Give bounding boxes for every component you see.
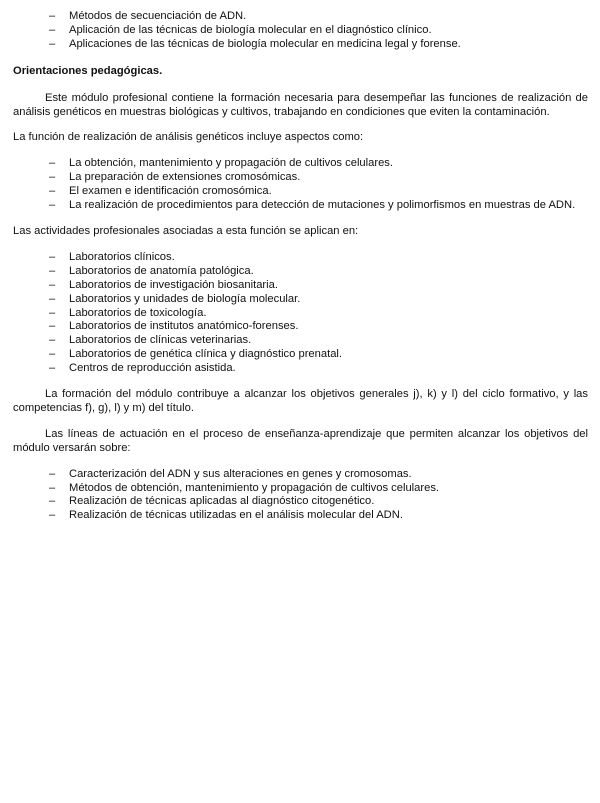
list-item-text: Laboratorios de institutos anatómico-forenses. — [69, 320, 299, 333]
list-item-text: Laboratorios y unidades de biología molecular. — [69, 292, 301, 305]
dash-bullet: – — [49, 37, 56, 50]
list-item-text: Centros de reproducción asistida. — [69, 362, 236, 375]
list-item-text: Laboratorios de anatomía patológica. — [69, 264, 254, 277]
dash-bullet: – — [49, 495, 56, 508]
list-item-text: Realización de técnicas utilizadas en el análisis molecular del ADN. — [69, 509, 403, 522]
paragraph-activities: Las actividades profesionales asociadas a esta función se aplican en: — [13, 224, 359, 237]
dash-bullet: – — [49, 292, 56, 305]
list-item — [13, 334, 588, 348]
paragraph-function: La función de realización de análisis genéticos incluye aspectos como: — [13, 131, 364, 144]
list-item-text: Laboratorios de investigación biosanitaria. — [69, 278, 278, 291]
dash-bullet: – — [49, 306, 56, 319]
list-item — [13, 10, 588, 24]
list-item-text: Realización de técnicas aplicadas al diagnóstico citogenético. — [69, 495, 375, 508]
list-item-text: La preparación de extensiones cromosómicas. — [69, 171, 301, 184]
dash-bullet: – — [49, 509, 56, 522]
list-item — [13, 495, 588, 509]
dash-bullet: – — [49, 334, 56, 347]
list-item — [13, 185, 588, 199]
dash-bullet: – — [49, 278, 56, 291]
dash-bullet: – — [49, 348, 56, 361]
list-item-text: La realización de procedimientos para detección de mutaciones y polimorfismos en muestras de ADN. — [69, 199, 576, 212]
list-item — [13, 171, 588, 185]
dash-bullet: – — [49, 250, 56, 263]
list-item — [13, 509, 588, 523]
dash-bullet: – — [49, 157, 56, 170]
paragraph-objectives: La formación del módulo contribuye a alcanzar los objetivos generales j), k) y l) del ciclo formativo, y las competencias f), g), l) y m) del título. — [13, 388, 588, 414]
list-item — [13, 24, 588, 38]
dash-bullet: – — [49, 23, 56, 36]
list-item-text: Aplicaciones de las técnicas de biología molecular en medicina legal y forense. — [69, 37, 461, 50]
dash-bullet: – — [49, 199, 56, 212]
list-item — [13, 293, 588, 307]
dash-bullet: – — [49, 362, 56, 375]
list-lines — [13, 468, 588, 524]
list-item-text: Caracterización del ADN y sus alteraciones en genes y cromosomas. — [69, 467, 412, 480]
list-item-text: Laboratorios de genética clínica y diagnóstico prenatal. — [69, 348, 343, 361]
list-item — [13, 265, 588, 279]
list-top — [13, 10, 588, 52]
list-item — [13, 307, 588, 321]
dash-bullet: – — [49, 185, 56, 198]
list-item — [13, 251, 588, 265]
dash-bullet: – — [49, 481, 56, 494]
dash-bullet: – — [49, 467, 56, 480]
list-activities — [13, 251, 588, 376]
list-item-text: Laboratorios de clínicas veterinarias. — [69, 334, 252, 347]
list-item-text: Métodos de obtención, mantenimiento y propagación de cultivos celulares. — [69, 481, 440, 494]
paragraph-lines: Las líneas de actuación en el proceso de enseñanza-aprendizaje que permiten alcanzar los objetivos del módulo versarán sobre: — [13, 427, 588, 454]
list-item-text: Métodos de secuenciación de ADN. — [69, 10, 247, 22]
list-item — [13, 279, 588, 293]
list-item — [13, 199, 588, 213]
list-item — [13, 157, 588, 171]
list-item-text: Aplicación de las técnicas de biología molecular en el diagnóstico clínico. — [69, 23, 432, 36]
list-item — [13, 38, 588, 52]
dash-bullet: – — [49, 264, 56, 277]
list-item — [13, 348, 588, 362]
list-item — [13, 468, 588, 482]
list-item — [13, 482, 588, 496]
section-heading: Orientaciones pedagógicas. — [13, 64, 163, 77]
list-item-text: Laboratorios de toxicología. — [69, 306, 207, 319]
dash-bullet: – — [49, 171, 56, 184]
list-item-text: Laboratorios clínicos. — [69, 250, 175, 263]
dash-bullet: – — [49, 10, 56, 22]
list-item — [13, 362, 588, 376]
paragraph-intro: Este módulo profesional contiene la formación necesaria para desempeñar las funciones de realización de análisis genéticos en muestras biológicas y cultivos, trabajando en condiciones que eviten la contaminación. — [13, 91, 588, 118]
list-item-text: El examen e identificación cromosómica. — [69, 185, 272, 198]
list-item — [13, 320, 588, 334]
list-item-text: La obtención, mantenimiento y propagación de cultivos celulares. — [69, 157, 394, 170]
list-function — [13, 157, 588, 213]
dash-bullet: – — [49, 320, 56, 333]
